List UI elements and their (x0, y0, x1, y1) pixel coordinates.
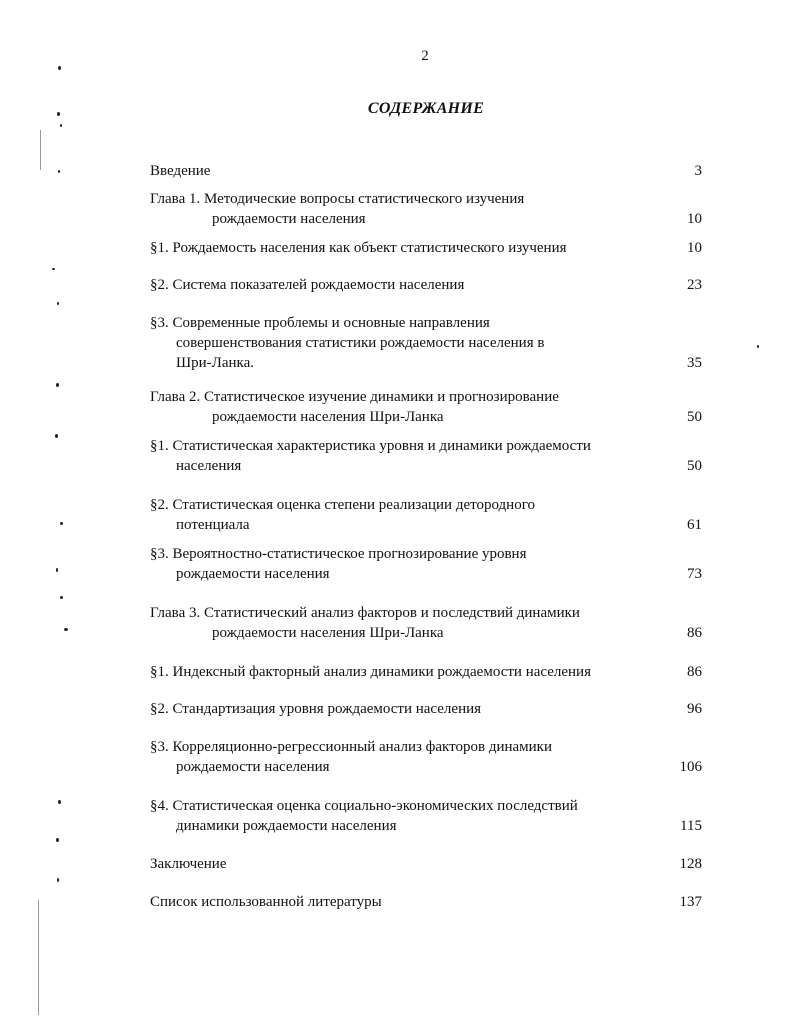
page-number: 2 (421, 48, 429, 64)
scan-speck (56, 383, 59, 387)
scan-speck (58, 170, 60, 173)
scan-speck (60, 522, 63, 525)
toc-entry-ch2-section-1 (150, 436, 710, 476)
toc-entry-ch3-section-3 (150, 737, 710, 777)
toc-entry-page: 23 (687, 277, 702, 293)
scan-speck (64, 628, 68, 631)
toc-entry-text: §2. Стандартизация уровня рождаемости населения (150, 701, 482, 717)
toc-entry-text: §3. Вероятностно-статистическое прогнозирование уровня (150, 546, 527, 562)
page-title: СОДЕРЖАНИЕ (367, 100, 485, 117)
toc-entry-text: Глава 1. Методические вопросы статистического изучения (150, 191, 525, 207)
toc-entry-text: Введение (150, 163, 211, 179)
toc-entry-page: 61 (687, 517, 702, 533)
toc-entry-text: рождаемости населения Шри-Ланка (212, 625, 444, 641)
scan-speck (58, 800, 61, 804)
scan-speck (58, 66, 61, 70)
toc-entry-page: 128 (679, 856, 702, 872)
toc-entry-ch1-section-3 (150, 313, 710, 373)
toc-entry-page: 35 (687, 355, 702, 371)
toc-entry-text: §1. Индексный факторный анализ динамики рождаемости населения (150, 664, 591, 680)
toc-entry-ch1-section-1 (150, 238, 710, 258)
toc-entry-ch2-section-2 (150, 495, 710, 535)
scan-speck (60, 596, 63, 599)
toc-entry-text: рождаемости населения (176, 566, 330, 582)
scan-speck (55, 434, 58, 438)
toc-entry-ch3-section-2 (150, 699, 710, 719)
toc-entry-page: 50 (687, 409, 702, 425)
toc-entry-text: Глава 3. Статистический анализ факторов и последствий динамики (150, 605, 580, 621)
toc-entry-ch3-section-4 (150, 796, 710, 836)
toc-entry-ch2-section-3 (150, 544, 710, 584)
toc-entry-text: §2. Система показателей рождаемости населения (150, 277, 465, 293)
scan-speck (56, 568, 58, 572)
toc-entry-text: рождаемости населения Шри-Ланка (212, 409, 444, 425)
toc-entry-page: 86 (687, 664, 702, 680)
toc-entry-text: рождаемости населения (176, 759, 330, 775)
toc-entry-page: 10 (687, 211, 702, 227)
toc-entry-text: §1. Рождаемость населения как объект статистического изучения (150, 240, 567, 256)
toc-entry-ch1-section-2 (150, 275, 710, 295)
toc-entry-page: 73 (687, 566, 702, 582)
scan-speck (757, 345, 759, 348)
toc-entry-chapter-2 (150, 387, 710, 427)
toc-entry-text: Глава 2. Статистическое изучение динамики и прогнозирование (150, 389, 559, 405)
toc-entry-text: потенциала (176, 517, 250, 533)
toc-entry-page: 50 (687, 458, 702, 474)
toc-entry-page: 3 (694, 163, 702, 179)
toc-entry-text: Список использованной литературы (150, 894, 382, 910)
toc-entry-bibliography (150, 892, 710, 912)
toc-entry-page: 137 (679, 894, 702, 910)
toc-entry-chapter-1 (150, 189, 710, 229)
toc-entry-text: рождаемости населения (212, 211, 366, 227)
scan-speck (57, 112, 60, 116)
scan-speck (52, 268, 55, 270)
toc-entry-text: §2. Статистическая оценка степени реализации детородного (150, 497, 535, 513)
toc-entry-text: §1. Статистическая характеристика уровня и динамики рождаемости (150, 438, 591, 454)
toc-entry-page: 86 (687, 625, 702, 641)
toc-entry-text: §4. Статистическая оценка социально-экономических последствий (150, 798, 578, 814)
scan-speck (56, 838, 59, 842)
toc-entry-text: Шри-Ланка. (176, 355, 254, 371)
toc-entry-text: динамики рождаемости населения (176, 818, 397, 834)
scan-speck (57, 878, 59, 882)
toc-entry-text: населения (176, 458, 242, 474)
scan-speck (57, 302, 59, 305)
toc-entry-text: §3. Современные проблемы и основные направления (150, 315, 490, 331)
toc-entry-page: 96 (687, 701, 702, 717)
toc-entry-page: 10 (687, 240, 702, 256)
toc-entry-text: совершенствования статистики рождаемости населения в (176, 335, 545, 351)
toc-entry-text: Заключение (150, 856, 227, 872)
toc-entry-text: §3. Корреляционно-регрессионный анализ факторов динамики (150, 739, 552, 755)
toc-entry-ch3-section-1 (150, 662, 710, 682)
toc-entry-introduction (150, 161, 710, 181)
scan-speck (60, 124, 62, 127)
scan-edge-line (38, 900, 39, 1015)
toc-entry-conclusion (150, 854, 710, 874)
scan-edge-line (40, 130, 41, 170)
toc-entry-page: 115 (680, 818, 702, 834)
toc-entry-page: 106 (679, 759, 702, 775)
toc-entry-chapter-3 (150, 603, 710, 643)
